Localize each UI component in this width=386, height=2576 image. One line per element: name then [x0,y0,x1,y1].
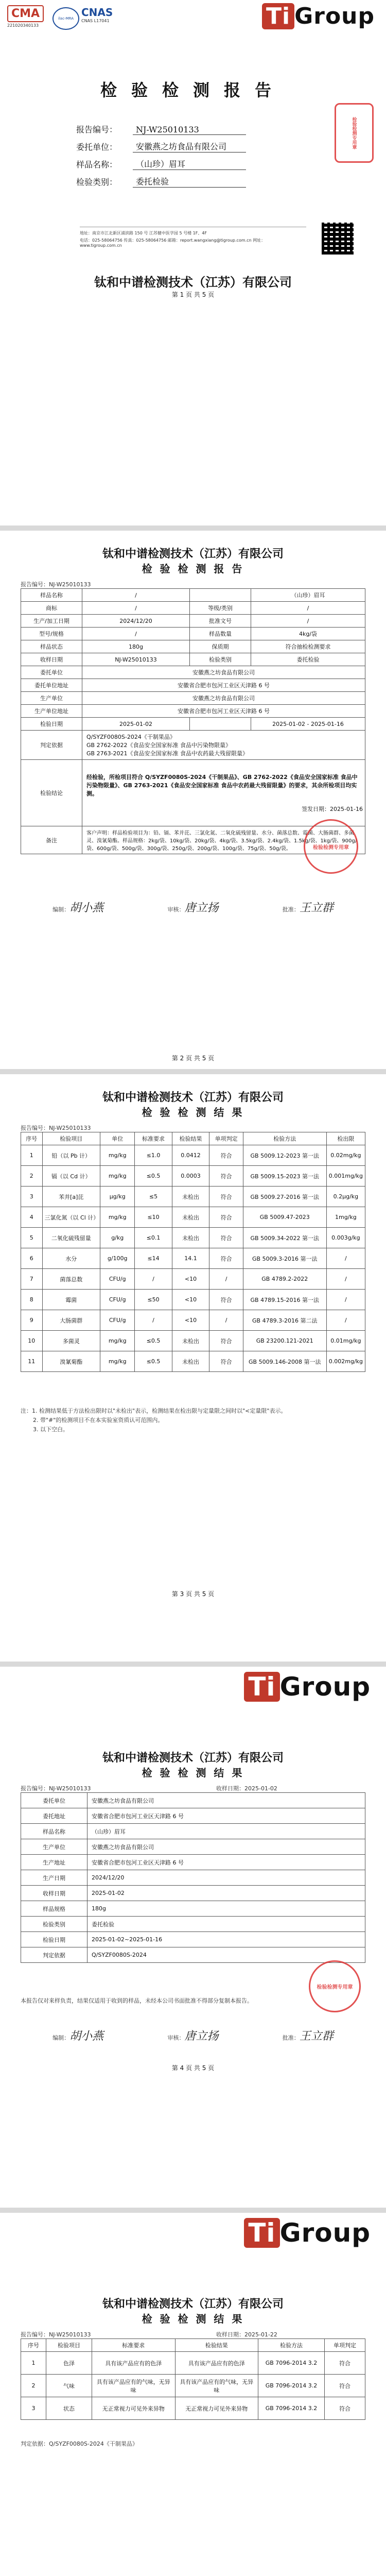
signature-compiler: 编制：胡小燕 [52,902,104,914]
table-row: 4 三氯化氮（以 Cl 计） mg/kg ≤10 未检出 符合 GB 5009.47-2023 1mg/kg [21,1207,365,1228]
signature-approver: 批准：王立群 [282,902,334,914]
table-row: 检验日期 2025-01-02~2025-01-16 [21,1932,365,1947]
report-page-5 [0,2213,386,2576]
cover-field: 检验类别： 委托检验 [76,170,246,188]
signature-row [21,2027,365,2043]
signature-reviewer: 审核：唐立扬 [167,2030,219,2043]
table-row: 检验类别 委托检验 [21,1917,365,1932]
receive-date: 收样日期：2025-01-22 [216,2331,277,2338]
table-row: 委托单位 安徽燕之坊食品有限公司 [21,1793,365,1808]
table-row: 3 状态 无正常视力可见外来异物 无正常视力可见外来异物 GB 7096-2014 3.2 符合 [21,2397,365,2420]
table-row: 1 色泽 具有该产品应有的色泽 具有该产品应有的色泽 GB 7096-2014 3.2 符合 [21,2352,365,2375]
table-row: 生产日期 2024/12/20 [21,1870,365,1886]
table-row: 商标 / 等级/类别 / [21,602,365,615]
receive-date: 收样日期：2025-01-02 [216,1785,277,1792]
table-row: 1 铅（以 Pb 计） mg/kg ≤1.0 0.0412 符合 GB 5009.12-2023 第一法 0.02mg/kg [21,1145,365,1166]
page-title: 检 验 检 测 结 果 [142,1767,244,1779]
page-number: 第 4 页 共 5 页 [171,2064,215,2072]
tigroup-logo: Ti Group [262,3,375,29]
page-title: 检 验 检 测 结 果 [142,2313,244,2325]
page-title: 检 验 检 测 报 告 [142,563,244,575]
report-number: 报告编号：NJ-W25010133 [21,581,91,588]
table-row: 3 苯并[a]芘 μg/kg ≤5 未检出 符合 GB 5009.27-2016 第一法 0.2μg/kg [21,1187,365,1207]
signature-approver: 批准：王立群 [282,2030,334,2043]
table-row: 委托地址 安徽省合肥市包河工业区天津路 6 号 [21,1808,365,1824]
cma-logo: CMA 221020340133 [7,5,44,28]
cover-field: 委托单位： 安徽燕之坊食品有限公司 [76,135,246,152]
ilac-logo: ilac-MRA [52,7,79,30]
table-row: 样品名称 （山珍）眉耳 [21,1824,365,1839]
table-row: 样品状态 180g 保质期 符合抽检检测要求 [21,640,365,653]
cnas-logo: CNAS CNAS L17041 [81,6,113,23]
page-number: 第 3 页 共 5 页 [171,1590,215,1598]
report-number: 报告编号：NJ-W25010133 [21,2331,91,2338]
table-row: 检验结论 经检验，所检项目符合 Q/SYZF0080S-2024《干制果品》、GB 2762-2022《食品安全国家标准 食品中污染物限量》、GB 2763-2021《食品安全国家标准 食品中农药最大残留限量》的要求，其余所检项目均实测。 签发日期：2025-01-16 [21,760,365,826]
company-name: 钛和中谱检测技术（江苏）有限公司 [94,275,292,290]
sample-info-table [21,1792,365,1963]
signature-row [21,899,365,915]
report-page-3 [0,1074,386,1662]
table-row: 11 溴氰菊酯 mg/kg ≤0.5 未检出 符合 GB 5009.146-2008 第一法 0.002mg/kg [21,1351,365,1372]
sensory-table [21,2338,365,2420]
signature-compiler: 编制：胡小燕 [52,2030,104,2043]
company-name: 钛和中谱检测技术（江苏）有限公司 [102,2298,284,2311]
cover-field: 样品名称： （山珍）眉耳 [76,152,246,170]
table-row: 5 二氧化硫残留量 g/kg ≤0.1 未检出 符合 GB 5009.34-2022 第一法 0.003g/kg [21,1228,365,1248]
table-row: 生产/加工日期 2024/12/20 批准文号 / [21,615,365,628]
table-row: 2 气味 具有该产品应有的气味，无异味 具有该产品应有的气味，无异味 GB 7096-2014 3.2 符合 [21,2375,365,2397]
table-row: 7 菌落总数 CFU/g / <10 / GB 4789.2-2022 / [21,1269,365,1290]
table-row: 生产单位 安徽燕之坊食品有限公司 [21,692,365,705]
report-page-2 [0,531,386,1069]
cover-field: 报告编号： NJ-W25010133 [76,117,246,135]
page-number: 第 1 页 共 5 页 [171,291,215,298]
table-row: 委托单位地址 安徽省合肥市包河工业区天津路 6 号 [21,679,365,692]
table-row: 样品名称 / （山珍）眉耳 [21,589,365,602]
company-name: 钛和中谱检测技术（江苏）有限公司 [102,548,284,561]
seal-stamp: 检验检测专用章 [304,819,358,874]
tigroup-logo: Ti Group [244,2218,371,2248]
page-number: 第 2 页 共 5 页 [171,1055,215,1062]
report-title: 检验检测报告 [100,80,286,100]
report-page-4 [0,1667,386,2208]
result-notes: 注：1. 检测结果低于方法检出限时以"未检出"表示，检测结果在检出限与定量限之间时以"<定量限"表示。 2. 带"#"的检测项目不在本实验室资质认可范围内。 3. 以下空白。 [21,1408,287,1433]
table-row: 生产单位 安徽燕之坊食品有限公司 [21,1839,365,1855]
results-table [21,1132,365,1372]
address-block: 地址：南京市江北新区浦滨路 150 号 江苏健中医学园 5 号楼 1F、4F 电话：025-58064756 传真：025-58064756 邮箱：report.wangxiang@tigroup.com.cn 网址：www.tigroup.com.cn [80,227,306,248]
conclusion-cell: 经检验，所检项目符合 Q/SYZF0080S-2024《干制果品》、GB 2762-2022《食品安全国家标准 食品中污染物限量》、GB 2763-2021《食品安全国家标准 食品中农药最大残留限量》的要求，其余所检项目均实测。 签发日期：2025-01-16 [82,760,365,826]
info-table [21,588,365,854]
table-row: 2 镉（以 Cd 计） mg/kg ≤0.5 0.0003 符合 GB 5009.15-2023 第一法 0.001mg/kg [21,1166,365,1187]
page-title: 检 验 检 测 结 果 [142,1106,244,1118]
report-number: 报告编号：NJ-W25010133 [21,1125,91,1131]
seal-stamp: 检验检测专用章 [335,103,374,163]
table-row: 9 大肠菌群 CFU/g / <10 / GB 4789.3-2016 第二法 / [21,1310,365,1331]
company-name: 钛和中谱检测技术（江苏）有限公司 [102,1091,284,1104]
table-row: 生产单位地址 安徽省合肥市包河工业区天津路 6 号 [21,705,365,718]
table-row: 样品规格 180g [21,1901,365,1917]
table-row: 检验日期 2025-01-02 2025-01-02 - 2025-01-16 [21,718,365,731]
table-row: 备注 客户声明：样品检验项目为：铅、镉、苯并芘、三氯化氮、二氧化硫残留量、水分、菌落总数、霉菌、大肠菌群、多菌灵、溴氰菊酯。样品规格：2kg/袋、10kg/袋、20kg/袋、4kg/袋、3.5kg/袋、2.4kg/袋、1.5kg/袋、1kg/袋、900g/袋、600g/袋、500g/袋、300g/袋、250g/袋、200g/袋、100g/袋、75g/袋、50g/袋。 [21,826,365,854]
table-row: 收样日期 NJ-W25010133 检验类别 委托检验 [21,653,365,666]
table-row: 委托单位 安徽燕之坊食品有限公司 [21,666,365,679]
report-number: 报告编号：NJ-W25010133 [21,1785,91,1792]
table-row: 判定依据 Q/SYZF0080S-2024《干制果品》 GB 2762-2022《食品安全国家标准 食品中污染物限量》 GB 2763-2021《食品安全国家标准 食品中农药最大残留限量》 [21,731,365,760]
cover-fields [76,117,246,188]
seal-stamp: 检验检测专用章 [309,1960,361,2012]
table-row: 6 水分 g/100g ≤14 14.1 符合 GB 5009.3-2016 第一法 / [21,1248,365,1269]
report-remark: 本报告仅对来样负责，结果仅适用于收到的样品，未经本公司书面批准不得部分复制本报告。 [21,1997,253,2004]
table-row: 生产地址 安徽省合肥市包河工业区天津路 6 号 [21,1855,365,1870]
basis-note: 判定依据：Q/SYZF0080S-2024《干制果品》 [21,2441,138,2447]
signature-reviewer: 审核：唐立扬 [167,902,219,914]
table-row: 8 霉菌 CFU/g ≤50 <10 符合 GB 4789.15-2016 第一法 / [21,1290,365,1310]
cover-page [0,0,386,526]
tigroup-logo: Ti Group [244,1672,371,1702]
table-row: 型号/规格 / 样品数量 4kg/袋 [21,628,365,640]
table-row: 判定依据 Q/SYZF0080S-2024 [21,1947,365,1963]
table-row: 10 多菌灵 mg/kg ≤0.5 未检出 符合 GB 23200.121-2021 0.01mg/kg [21,1331,365,1351]
qr-code [322,223,354,255]
table-header-row: 序号 检验项目 单位 标准要求 检验结果 单项判定 检验方法 检出限 [21,1132,365,1145]
table-header-row: 序号 检验项目 标准要求 检验结果 检验方法 单项判定 [21,2339,365,2352]
table-row: 收样日期 2025-01-02 [21,1886,365,1901]
company-name: 钛和中谱检测技术（江苏）有限公司 [102,1752,284,1765]
